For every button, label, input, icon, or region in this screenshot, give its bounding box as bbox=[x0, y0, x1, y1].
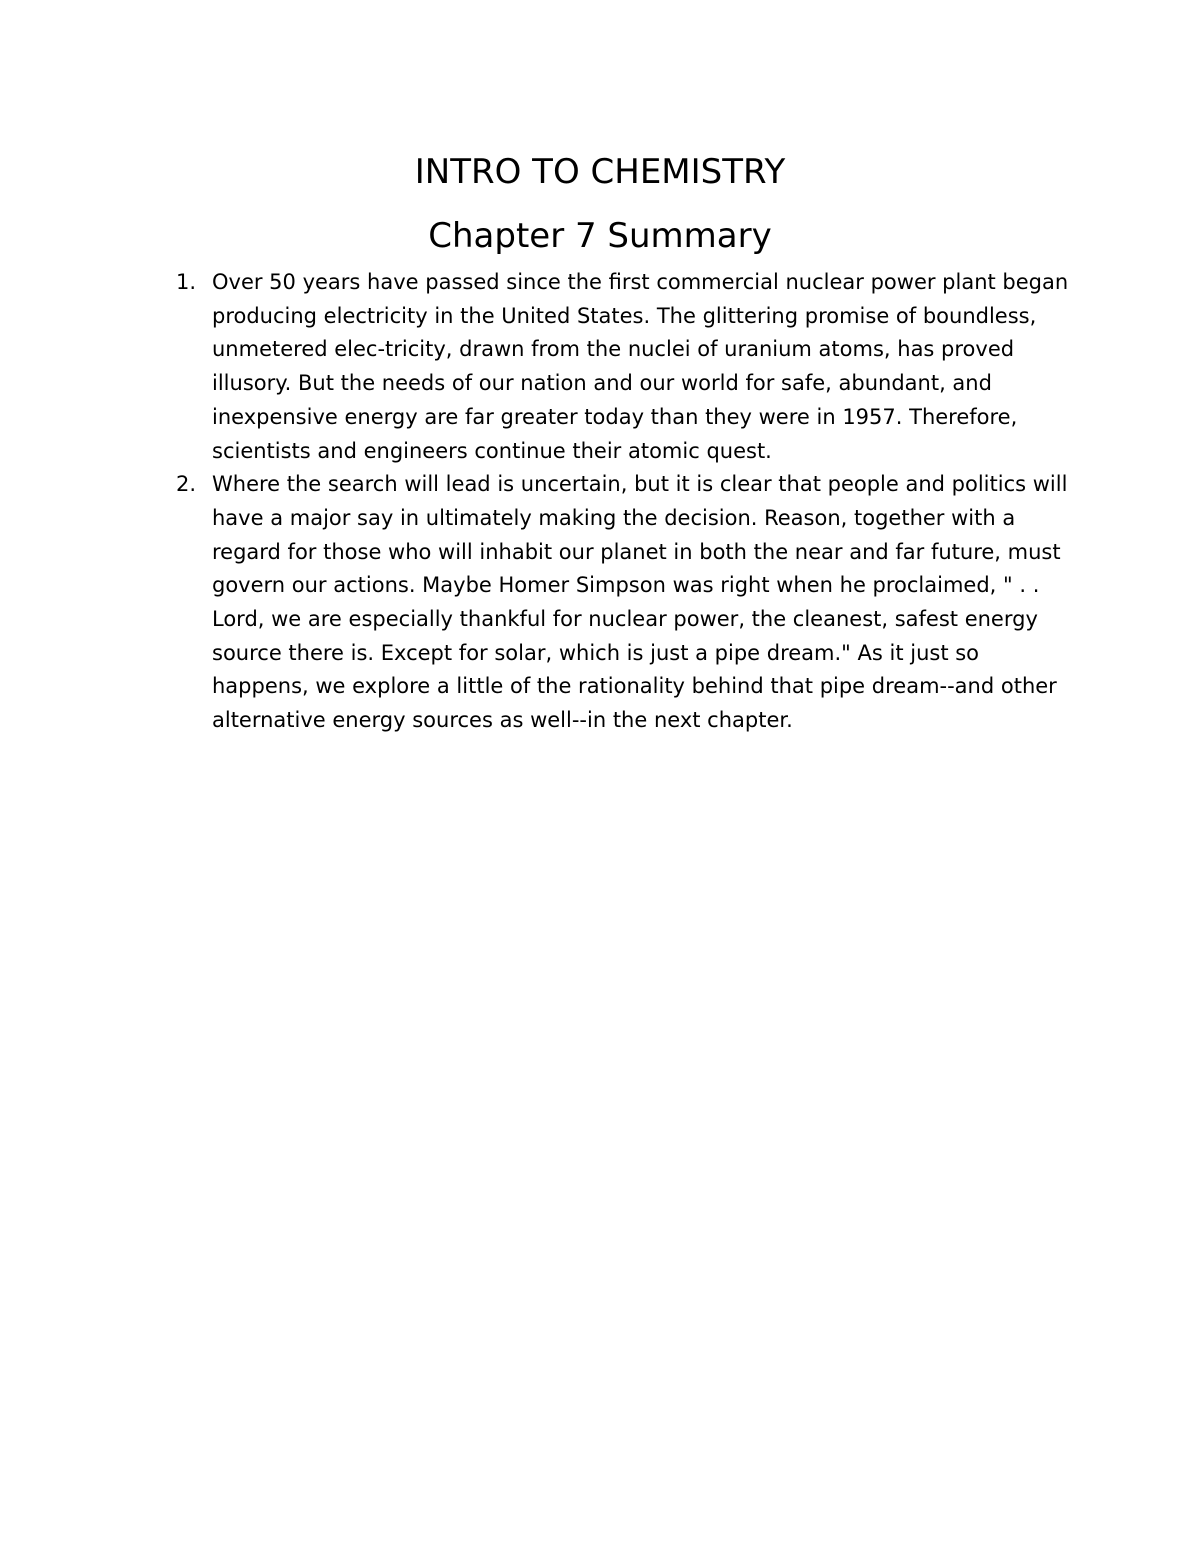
list-item bbox=[176, 468, 1072, 738]
document-subtitle: Chapter 7 Summary bbox=[428, 216, 772, 256]
list-item-number: 1. bbox=[176, 270, 197, 294]
list-item bbox=[176, 266, 1072, 468]
summary-list bbox=[176, 266, 1072, 738]
list-item-text: Where the search will lead is uncertain, but it is clear that people and politics will have a major say in ultimately making the decision. Reason, together with a regard for those who will inhabit our planet in both the near and far future, must govern our actions. Maybe Homer Simpson was right when he proclaimed, " . . Lord, we are especially thankful for nuclear power, the cleanest, safest energy source there is. Except for solar, which is just a pipe dream." As it just so happens, we explore a little of the rationality behind that pipe dream--and other alternative energy sources as well--in the next chapter. bbox=[212, 472, 1068, 733]
list-item-number: 2. bbox=[176, 472, 197, 497]
list-item-text: Over 50 years have passed since the first commercial nuclear power plant began producing electricity in the United States. The glittering promise of boundless, unmetered elec-tricity, drawn from the nuclei of uranium atoms, has proved illusory. But the needs of our nation and our world for safe, abundant, and inexpensive energy are far greater today than they were in 1957. Therefore, scientists and engineers continue their atomic quest. bbox=[212, 270, 1069, 463]
document-title: INTRO TO CHEMISTRY bbox=[414, 152, 786, 192]
